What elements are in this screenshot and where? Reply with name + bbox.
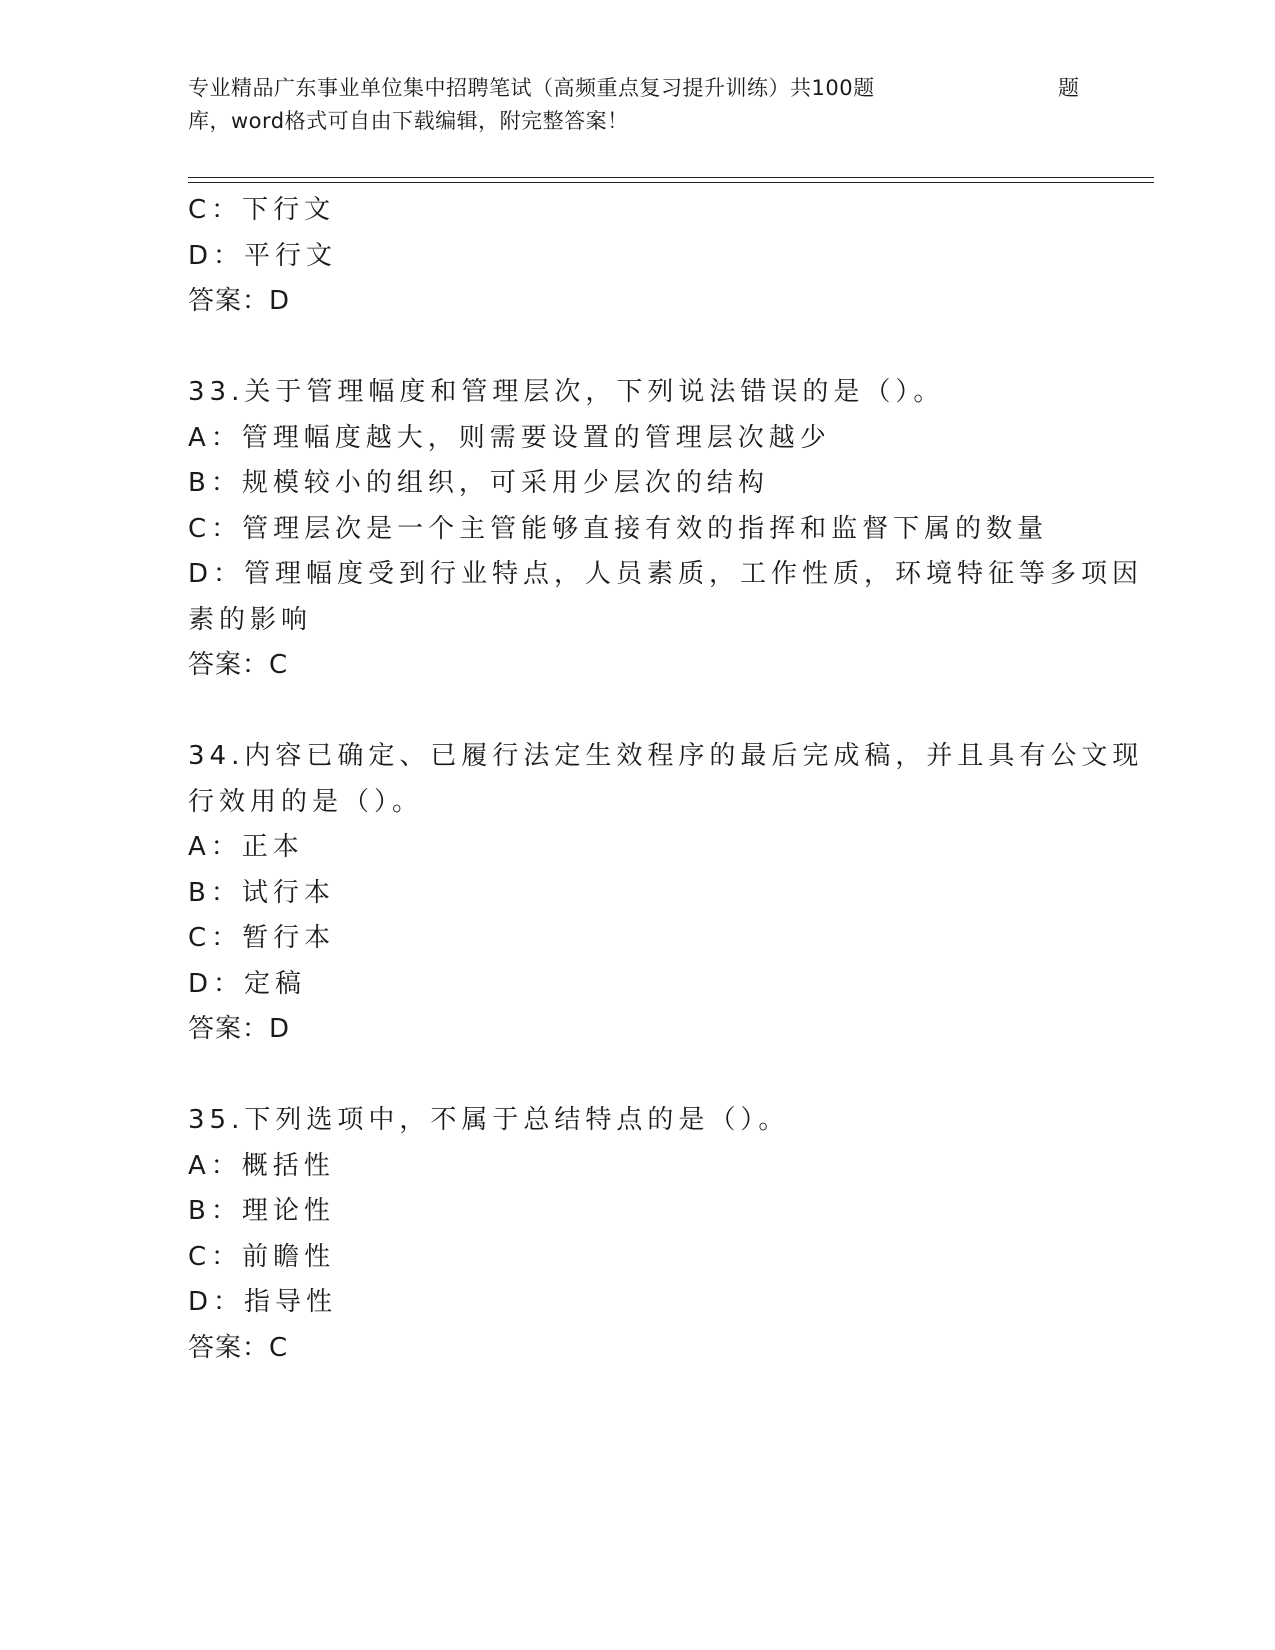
option-c: C：前瞻性 [188,1241,336,1272]
header-title-text: 专业精品广东事业单位集中招聘笔试（高频重点复习提升训练）共100题 [188,76,875,100]
option-d: D：定稿 [188,968,307,999]
option-d-continued: 素的影响 [188,604,313,635]
option-c: C：下行文 [188,195,336,225]
option-b: B：理论性 [188,1196,335,1226]
document-header [188,72,1088,138]
option-b: B：试行本 [188,877,335,908]
option-c: C：暂行本 [188,923,336,953]
question-35 [188,1098,1088,1371]
option-d: D：指导性 [188,1287,338,1317]
question-33 [188,370,1144,689]
question-34 [188,734,1144,1053]
option-a: A：管理幅度越大，则需要设置的管理层次越少 [188,422,831,453]
answer-line: 答案：D [188,1014,291,1044]
header-divider-bottom [188,182,1154,183]
answer-line: 答案：C [188,650,289,680]
option-a: A：概括性 [188,1150,335,1181]
option-d: D：管理幅度受到行业特点，人员素质，工作性质，环境特征等多项因 [188,559,1144,589]
option-d: D：平行文 [188,240,338,271]
question-stem-continued: 行效用的是（）。 [188,786,424,817]
document-body [188,188,1144,1371]
answer-line: 答案：C [188,1332,289,1363]
question-stem: 35.下列选项中，不属于总结特点的是（）。 [188,1105,790,1135]
option-b: B：规模较小的组织，可采用少层次的结构 [188,468,769,498]
question-stem: 33.关于管理幅度和管理层次，下列说法错误的是（）。 [188,377,945,407]
option-a: A：正本 [188,832,304,862]
answer-line: 答案：D [188,286,291,316]
header-divider-top [188,177,1154,178]
header-line-2: 库，word格式可自由下载编辑，附完整答案！ [188,109,629,133]
question-fragment [188,188,1088,325]
header-title-tail: 题 [1058,76,1080,100]
option-c: C：管理层次是一个主管能够直接有效的指挥和监督下属的数量 [188,513,1049,544]
header-line-1 [188,72,1088,105]
question-stem: 34.内容已确定、已履行法定生效程序的最后完成稿，并且具有公文现 [188,741,1144,771]
